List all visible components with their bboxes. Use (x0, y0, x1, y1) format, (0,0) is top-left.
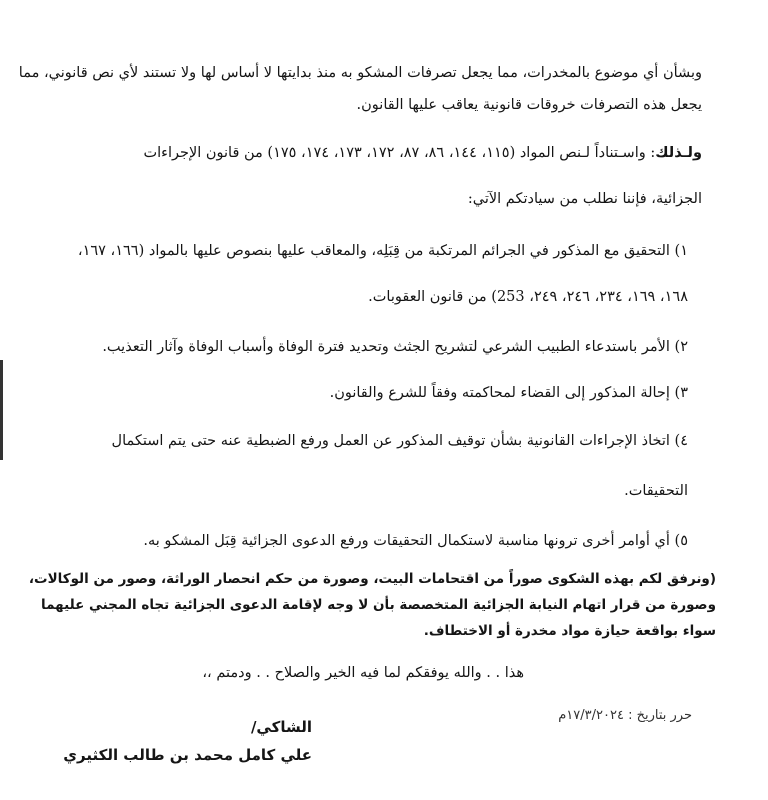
scan-edge-shadow (0, 360, 3, 460)
paragraph2-line1-text: : واسـتناداً لـنص المواد (١١٥، ١٤٤، ٨٦، ٨٧، ١٧٢، ١٧٣، ١٧٤، ١٧٥) من قانون الإجراءات (143, 145, 656, 161)
date-line: حرر بتاريخ : ١٧/٣/٢٠٢٤م (558, 708, 692, 723)
request-2: ٢) الأمر باستدعاء الطبيب الشرعي لتشريح الجثث وتحديد فترة الوفاة وأسباب الوفاة وآثار التعذيب. (102, 339, 688, 355)
paragraph2-line2: الجزائية، فإننا نطلب من سيادتكم الآتي: (467, 191, 702, 207)
attachments-line2: وصورة من قرار اتهام النيابة الجزائية المتخصصة بأن لا وجه لإقامة الدعوى الجزائية تجاه المجني عليهما (41, 597, 716, 613)
attachments-line1: (ونرفق لكم بهذه الشكوى صوراً من اقتحامات البيت، وصورة من حكم انحصار الوراثة، وصور من الوكالات، (28, 571, 716, 587)
request-4-line2: التحقيقات. (624, 483, 688, 499)
request-4-line1: ٤) اتخاذ الإجراءات القانونية بشأن توقيف المذكور عن العمل ورفع الضبطية عنه حتى يتم استكمال (111, 433, 688, 449)
attachments-line3: سواء بواقعة حيازة مواد مخدرة أو الاختطاف. (423, 623, 716, 639)
request-1-line1: ١) التحقيق مع المذكور في الجرائم المرتكبة من قِبَلِه، والمعاقب عليها بنصوص عليها بالمواد (١٦٦، ١٦٧، (77, 243, 688, 259)
paragraph1-line1: وبشأن أي موضوع بالمخدرات، مما يجعل تصرفات المشكو به منذ بدايتها لا أساس لها ولا تستند لأي نص قانوني، مما (18, 65, 702, 81)
paragraph2-line1 (143, 142, 702, 164)
request-5: ٥) أي أوامر أخرى ترونها مناسبة لاستكمال التحقيقات ورفع الدعوى الجزائية قِبَل المشكو به. (143, 533, 688, 549)
request-1-line2: ١٦٨، ١٦٩، ٢٣٤، ٢٤٦، ٢٤٩، 253) من قانون العقوبات. (368, 289, 688, 305)
closing-line: هذا . . والله يوفقكم لما فيه الخير والصلاح . . ودمتم ،، (202, 665, 524, 681)
request-3: ٣) إحالة المذكور إلى القضاء لمحاكمته وفقاً للشرع والقانون. (329, 385, 688, 401)
signature-title: الشاكي/ (250, 718, 312, 736)
signature-name: علي كامل محمد بن طالب الكثيري (63, 746, 312, 764)
paragraph2-lead-word: ولـذلك (655, 145, 702, 161)
paragraph1-line2: يجعل هذه التصرفات خروقات قانونية يعاقب عليها القانون. (356, 97, 702, 113)
